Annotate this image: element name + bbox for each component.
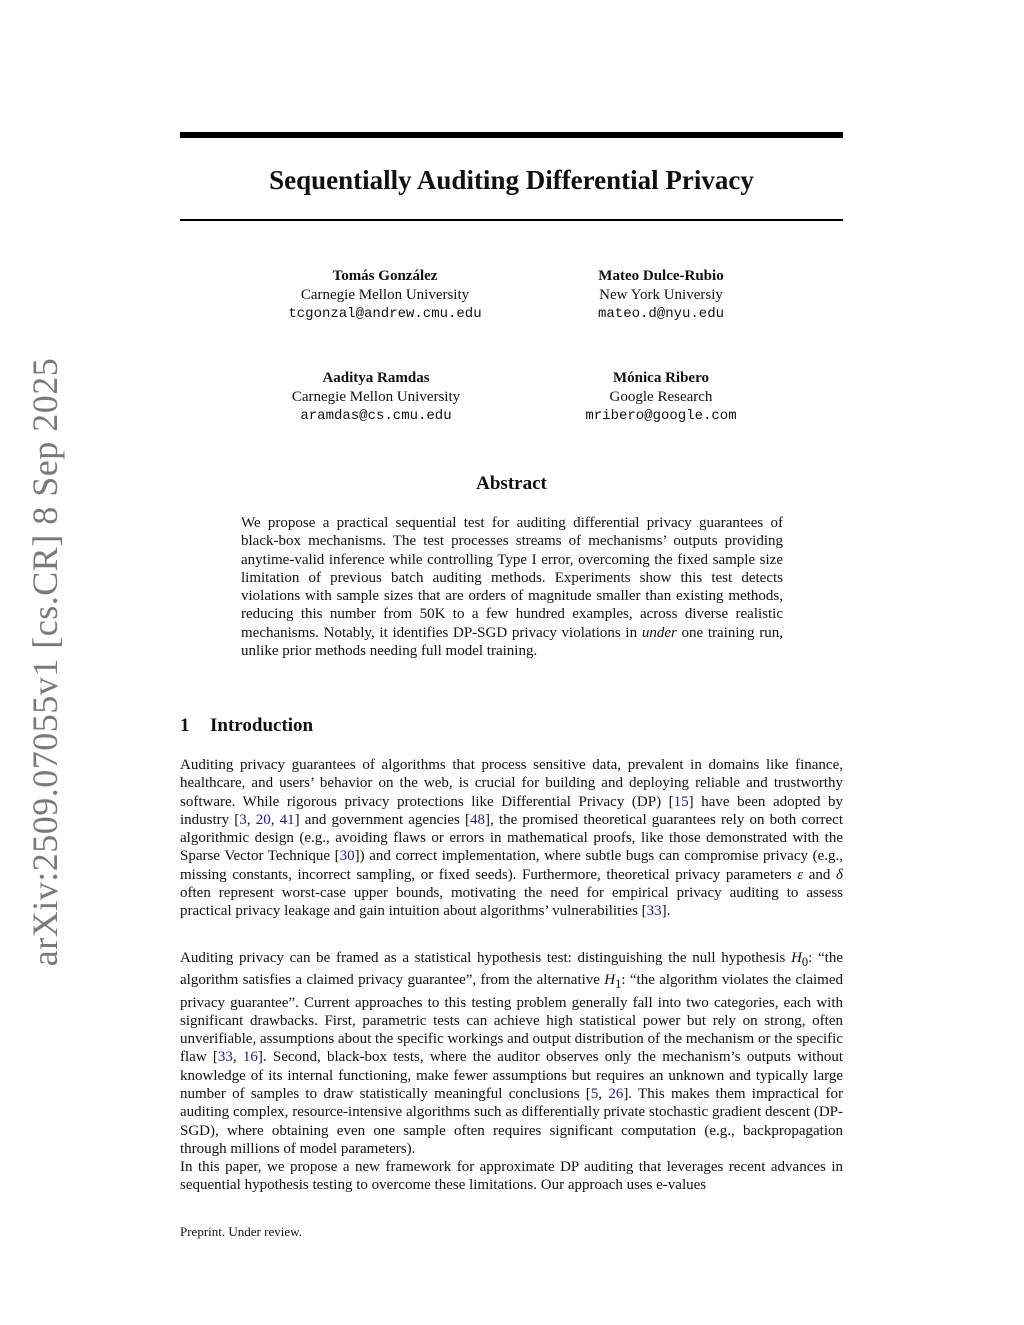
abstract-text: We propose a practical sequential test for auditing differential privacy guarantees of black-box mechanisms. The test processes streams of mechanisms’ outputs providing anytime-valid inference while controlling Type I error, overcoming the fixed sample size limitation of previous batch auditing methods. Experiments show this test detects violations with sample sizes that are orders of magnitude smaller than existing methods, reducing this number from 50K to a few hundred examples, across diverse realistic mechanisms. Notably, it identifies DP-SGD privacy violations in xyxy=(241,515,783,641)
citation-link[interactable]: 20 xyxy=(255,811,271,828)
math-subscript: 1 xyxy=(615,977,622,992)
section-heading-introduction xyxy=(180,714,313,738)
author-affiliation: Carnegie Mellon University xyxy=(300,287,470,303)
author-name: Tomás González xyxy=(332,268,438,284)
citation-link[interactable]: 26 xyxy=(608,1086,624,1103)
body-text: ]. This makes them impractical for auditing complex, resource-intensive algorithms such as differentially private stochastic gradient descent (DP-SGD), where obtaining even one sample often requires significant computation (e.g., backpropagation through millions of model parameters). xyxy=(180,1086,843,1157)
citation-link[interactable]: 3 xyxy=(239,811,247,828)
math-symbol-h: H xyxy=(604,972,616,989)
body-text: , xyxy=(598,1086,609,1103)
math-symbol-h: H xyxy=(791,950,802,966)
introduction-paragraph-1 xyxy=(180,756,843,921)
abstract-text: one training run, unlike prior methods needing full model training. xyxy=(241,624,783,660)
body-text: ], the promised theoretical guarantees rely on both correct algorithmic design (e.g., avoiding flaws or errors in mathematical proofs, like those demonstrated with the Sparse Vector Technique [ xyxy=(180,811,844,865)
body-text: ]) and correct implementation, where subtle bugs can compromise privacy (e.g., missing constants, incorrect sampling, or fixed seeds). Furthermore, theoretical privacy parameters xyxy=(180,848,843,883)
body-text: ] and government agencies [ xyxy=(294,811,471,828)
citation-link[interactable]: 30 xyxy=(339,848,355,865)
author-affiliation: Carnegie Mellon University xyxy=(291,389,461,405)
body-text: often represent worst-case upper bounds, motivating the need for empirical privacy auditing to assess practical privacy leakage and gain intuition about algorithms’ vulnerabilities [ xyxy=(180,885,843,920)
section-title: Introduction xyxy=(210,715,314,736)
author-affiliation: New York Universiy xyxy=(599,287,723,303)
body-text: , xyxy=(232,1049,243,1066)
author-email: tcgonzal@andrew.cmu.edu xyxy=(288,306,482,322)
body-text: and xyxy=(803,866,836,883)
citation-link[interactable]: 33 xyxy=(646,903,662,920)
title-top-rule xyxy=(180,132,843,138)
author-block xyxy=(246,369,506,426)
citation-link[interactable]: 48 xyxy=(470,811,486,828)
author-email: aramdas@cs.cmu.edu xyxy=(300,408,452,424)
author-email: mribero@google.com xyxy=(585,408,737,424)
body-text: Auditing privacy guarantees of algorithms that process sensitive data, prevalent in domains like finance, healthcare, and users’ behavior on the web, is crucial for building and deploying reliable and trustworthy software. While rigorous privacy protections like Differential Privacy (DP) [ xyxy=(180,757,843,810)
body-text: : “the algorithm violates the claimed privacy guarantee”. Current approaches to this testing problem generally fall into two categories, each with significant drawbacks. First, parametric tests can achieve high statistical power but rely on strong, often unverifiable, assumptions about the specific workings and output distribution of the mechanism or the specific flaw [ xyxy=(180,972,843,1066)
author-block xyxy=(531,267,791,324)
abstract-emphasis: under xyxy=(641,624,677,641)
section-number: 1 xyxy=(180,715,190,736)
math-subscript: 0 xyxy=(801,955,809,969)
body-text: ] have been adopted by industry [ xyxy=(180,793,844,828)
title-bottom-rule xyxy=(180,219,843,221)
abstract-body xyxy=(241,514,783,660)
citation-link[interactable]: 15 xyxy=(673,793,689,810)
body-text: ]. Second, black-box tests, where the auditor observes only the mechanism’s outputs without knowledge of its internal functioning, make fewer assumptions but requires an unknown and typically large number of samples to draw statistically meaningful conclusions [ xyxy=(180,1049,843,1103)
author-name: Aaditya Ramdas xyxy=(322,370,430,386)
body-text: , xyxy=(246,811,256,828)
author-email: mateo.d@nyu.edu xyxy=(597,306,725,322)
footer-note: Preprint. Under review. xyxy=(180,1224,302,1239)
citation-link[interactable]: 5 xyxy=(590,1086,599,1103)
paper-title: Sequentially Auditing Differential Privacy xyxy=(269,165,754,195)
body-text: , xyxy=(270,811,280,828)
author-block xyxy=(531,369,791,426)
author-name: Mónica Ribero xyxy=(613,370,709,386)
math-symbol-delta: δ xyxy=(836,866,843,883)
author-block xyxy=(255,267,515,324)
introduction-paragraph-2 xyxy=(180,949,843,1158)
author-affiliation: Google Research xyxy=(609,389,713,405)
arxiv-identifier-stamp: arXiv:2509.07055v1 [cs.CR] 8 Sep 2025 xyxy=(25,357,65,967)
citation-link[interactable]: 41 xyxy=(279,811,295,828)
math-symbol-epsilon: ε xyxy=(797,866,804,883)
abstract-heading: Abstract xyxy=(476,473,547,494)
body-text: ]. xyxy=(661,903,671,920)
body-text: Auditing privacy can be framed as a statistical hypothesis test: distinguishing the null hypothesis xyxy=(180,950,792,966)
citation-link[interactable]: 16 xyxy=(242,1049,258,1066)
body-text: : “the algorithm satisfies a claimed privacy guarantee”, from the alternative xyxy=(180,950,844,989)
author-name: Mateo Dulce-Rubio xyxy=(598,268,724,284)
citation-link[interactable]: 33 xyxy=(217,1049,233,1066)
introduction-paragraph-3: In this paper, we propose a new framework for approximate DP auditing that leverages recent advances in sequential hypothesis testing to overcome these limitations. Our approach uses e-values xyxy=(180,1159,843,1194)
